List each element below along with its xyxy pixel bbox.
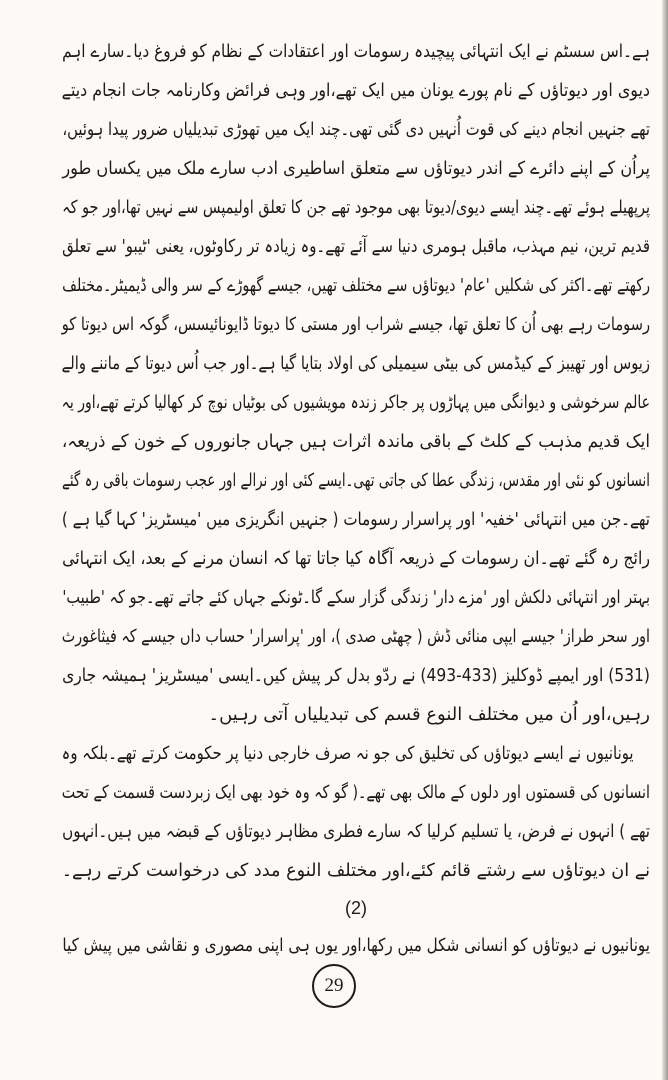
text-line: زیوس اور تھیبز کے کیڈمس کی بیٹی سیمیلی کی اولاد بتایا گیا ہے۔اور جب اُس دیوتا کے ماننے والے	[61, 353, 651, 374]
page-number: 29	[312, 964, 356, 1008]
text-line: بہتر اور انتہائی دلکش اور 'مزے دار' زندگی گزار سکے گا۔ٹونکے جہاں کئے جاتے تھے۔جو کہ 'طبیب'	[62, 587, 650, 608]
text-line: ایک قدیم مذہب کے کلٹ کے باقی ماندہ اثرات ہیں جہاں جانوروں کے خون کے ذریعہ،	[61, 431, 650, 452]
text-line: یونانیوں نے دیوتاؤں کو انسانی شکل میں رکھا،اور یوں ہی اپنی مصوری و نقاشی میں پیش کیا	[62, 935, 651, 956]
text-line: تھے۔جن میں انتہائی 'خفیہ' اور پراسرار رسومات ( جنہیں انگریزی میں 'میسٹریز' کہا گیا ہے )	[61, 509, 650, 530]
text-line: عالم سرخوشی و دیوانگی میں پہاڑوں پر جاکر زندہ مویشیوں کی بوٹیاں نوچ کر کھالیا کرتے تھے،اور یہ	[61, 392, 650, 413]
text-line: تھے جنہیں انجام دینے کی قوت اُنہیں دی گئی تھی۔چند ایک میں تھوڑی تبدیلیاں ضرور پیدا ہوئیں،	[62, 119, 651, 140]
text-line: ہے۔اس سسٹم نے ایک انتہائی پیچیدہ رسومات اور اعتقادات کے نظام کو فروغ دیا۔سارے اہم	[62, 41, 651, 62]
text-line: دیوی اور دیوتاؤں کے نام پورے یونان میں ایک تھے،اور وہی فرائض وکارنامہ جات انجام دیتے	[61, 80, 650, 101]
page-edge	[662, 0, 668, 1080]
text-line: رکھتے تھے۔اکثر کی شکلیں 'عام' دیوتاؤں سے مختلف تھیں، جیسے گھوڑے کے سر والی ڈیمیٹر۔مختلف	[62, 275, 650, 296]
text-line: یونانیوں نے ایسے دیوتاؤں کی تخلیق کی جو نہ صرف خارجی دنیا پر حکومت کرتے تھے۔بلکہ وہ	[61, 743, 634, 764]
text-line: رائج رہ گئے تھے۔ان رسومات کے ذریعہ آگاہ کیا جاتا تھا کہ انسان مرنے کے بعد، ایک انتہائی	[62, 548, 650, 569]
text-line: (531) اور ایمپے ڈوکلیز (433-493) نے ردّو بدل کر پیش کیں۔ایسی 'میسٹریز' ہمیشہ جاری	[62, 665, 650, 686]
text-line: پراُن کے اپنے دائرے کے اندر دیوتاؤں سے متعلق اساطیری ادب سارے ملک میں یکساں طور	[62, 158, 650, 179]
text-line: نے ان دیوتاؤں سے رشتے قائم کئے،اور مختلف النوع مدد کی درخواست کرتے رہے۔	[61, 860, 650, 881]
text-line: تھے ) انہوں نے فرض، یا تسلیم کرلیا کہ سارے فطری مظاہر دیوتاؤں کے قبضہ میں ہیں۔انہوں	[62, 821, 650, 842]
page-body	[62, 32, 650, 965]
text-line: اور سحر طراز' جیسے ایپی منائی ڈش ( چھٹی صدی )، اور 'پراسرار' حساب داں جیسے کہ فیثاغورث	[61, 626, 651, 647]
text-line: پرپھیلے ہوئے تھے۔چند ایسے دیوی/دیوتا بھی موجود تھے جن کا تعلق اولیمپس سے نہیں تھا،اور جو کہ	[62, 197, 650, 218]
text-line: رہیں،اور اُن میں مختلف النوع قسم کی تبدیلیاں آتی رہیں۔	[208, 704, 650, 725]
text-line: رسومات رہے بھی اُن کا تعلق تھا، جیسے شراب اور مستی کا دیوتا ڈایونائیسس، گوکہ اس دیوتا کو	[61, 314, 651, 335]
section-heading: (2)	[345, 898, 367, 918]
text-line: انسانوں کی قسمتوں اور دلوں کے مالک بھی تھے۔( گو کہ وہ خود بھی ایک زبردست قسمت کے تحت	[61, 782, 650, 803]
text-line: انسانوں کو نئی اور مقدس، زندگی عطا کی جاتی تھی۔ایسے کئی اور نرالے اور عجب رسومات باقی رہ گئے	[62, 470, 650, 491]
text-line: قدیم ترین، نیم مہذب، ماقبل ہومری دنیا سے آئے تھے۔وہ زیادہ تر رکاوٹوں، یعنی 'ٹیبو' سے تعلق	[62, 236, 651, 257]
